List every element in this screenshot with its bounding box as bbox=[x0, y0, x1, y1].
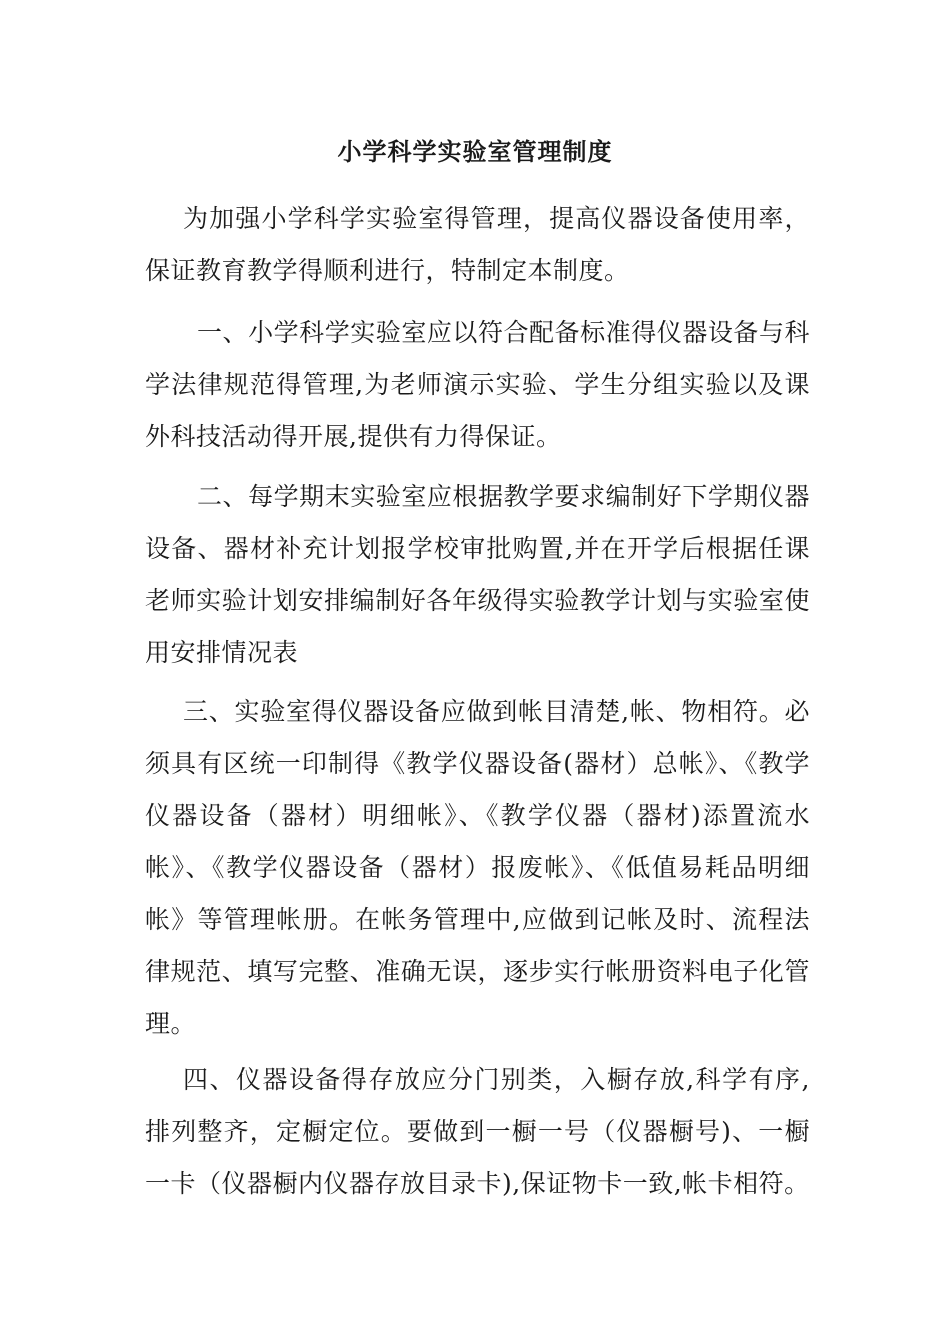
clause-3-paragraph: 三、实验室得仪器设备应做到帐目清楚,帐、物相符。必须具有区统一印制得《教学仪器设备(器材）总帐》、《教学仪器设备（器材）明细帐》、《教学仪器（器材)添置流水帐》、《教学仪器设备（器材）报废帐》、《低值易耗品明细帐》等管理帐册。在帐务管理中,应做到记帐及时、流程法律规范、填写完整、准确无误，逐步实行帐册资料电子化管理。 bbox=[145, 697, 810, 1038]
clause-4-paragraph: 四、仪器设备得存放应分门别类，入橱存放,科学有序,排列整齐，定橱定位。要做到一橱一号（仪器橱号)、一橱一卡（仪器橱内仪器存放目录卡),保证物卡一致,帐卡相符。 bbox=[145, 1065, 810, 1198]
document-title: 小学科学实验室管理制度 bbox=[337, 137, 613, 166]
intro-paragraph: 为加强小学科学实验室得管理，提高仪器设备使用率，保证教育教学得顺利进行，特制定本制度。 bbox=[145, 204, 810, 285]
clause-1-paragraph: 一、小学科学实验室应以符合配备标准得仪器设备与科学法律规范得管理,为老师演示实验、学生分组实验以及课外科技活动得开展,提供有力得保证。 bbox=[145, 318, 810, 451]
clause-2-paragraph: 二、每学期末实验室应根据教学要求编制好下学期仪器设备、器材补充计划报学校审批购置,并在开学后根据任课老师实验计划安排编制好各年级得实验教学计划与实验室使用安排情况表 bbox=[145, 482, 810, 667]
